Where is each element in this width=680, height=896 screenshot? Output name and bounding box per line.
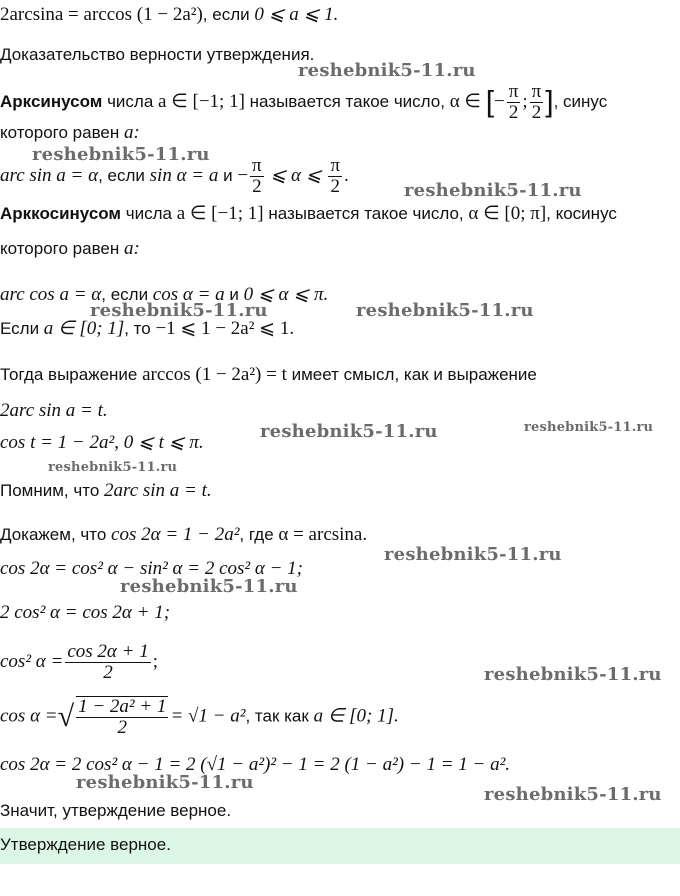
recall-expr: 2arc sin a = t. [104,480,212,501]
arcsin-text1: числа [102,91,159,111]
fraction-numerator: π [531,81,542,102]
eq5-end: ; [152,650,158,672]
watermark: reshebnik5-11.ru [484,664,662,685]
watermark: reshebnik5-11.ru [90,300,268,321]
fraction-numerator: π [330,155,341,176]
fraction-numerator: π [508,81,519,102]
watermark: reshebnik5-11.ru [356,300,534,321]
recall-line [0,480,212,502]
arcsin-if: , если [98,165,150,185]
arcsin-set: a ∈ [−1; 1] [158,90,245,112]
eq6-numerator: 1 − 2a² + 1 [78,696,167,717]
equation-3: cos 2α = cos² α − sin² α = 2 cos² α − 1; [0,558,303,579]
then-line [0,364,537,386]
alpha-range: ⩽ α ⩽ [265,164,327,186]
eq5-denominator: 2 [103,662,113,683]
eq6-denominator: 2 [117,717,128,738]
equation-1: 2arc sin a = t. [0,400,108,421]
arccos-text1: числа [121,204,177,223]
arcsin-text2: называется такое число, [244,91,450,111]
problem-equation: 2arcsina = arccos (1 − 2a²) [0,4,203,25]
equation-6 [0,696,399,738]
arcsin-lhs: arc sin a = α [0,164,99,186]
proof-heading: Доказательство верности утверждения. [0,45,315,64]
arccos-definition [0,203,617,225]
fraction-denominator: 2 [330,176,340,197]
watermark: reshebnik5-11.ru [120,576,298,597]
period: . [344,164,349,186]
pi-over-2-fraction [328,156,342,197]
prove-line [0,524,367,546]
arcsin-definition: Арксинусом числа a ∈ [−1; 1] называется такое число, α ∈ [− $\frac{\pi}{2}$ ; $\frac{\pi}{2}$ ], синус [0,81,608,123]
arcsin-alpha-in: α ∈ [449,90,481,112]
fraction-denominator: 2 [531,102,542,123]
equation-7: cos 2α = 2 cos² α − 1 = 2 (√1 − a²)² − 1 = 2 (1 − a²) − 1 = 1 − a². [0,754,511,775]
prove-expr2: α = arcsina. [278,524,368,545]
eq6-mid: = √1 − a² [170,705,246,727]
arcsin-term: Арксинусом [0,91,103,111]
arcsin-text4: которого равен [0,123,124,142]
minus-sign: − [494,90,505,112]
watermark: reshebnik5-11.ru [484,784,662,805]
eq6-lhs: cos α = [0,705,58,727]
eq6-cond: a ∈ [0; 1]. [313,705,399,727]
then-text2: имеет смысл, как и выражение [286,365,537,384]
minus-sign: − [237,164,249,186]
if-word: Если [0,319,44,338]
watermark: reshebnik5-11.ru [404,180,582,201]
arccos-if: , если [101,285,153,304]
arccos-alpha-in: α ∈ [0; π] [468,203,547,224]
arccos-and: и [224,285,244,304]
pi-over-2-fraction [530,82,544,123]
arcsin-text3: , синус [553,91,608,111]
arcsin-a: a: [124,122,140,143]
answer-box [0,828,680,864]
arccos-term: Арккосинусом [0,204,122,223]
watermark: reshebnik5-11.ru [260,421,438,442]
eq6-text: , так как [245,706,314,726]
arcsin-and: и [218,165,238,185]
problem-condition: 0 ⩽ a ⩽ 1. [254,4,339,25]
left-bracket: [ [485,85,495,119]
watermark: reshebnik5-11.ru [76,772,254,793]
prove-text2: , где [239,525,279,544]
recall-text: Помним, что [0,481,105,500]
watermark: reshebnik5-11.ru [524,420,654,435]
eq5-numerator: cos 2α + 1 [67,641,149,662]
arccos-text2: называется такое число, [263,204,469,223]
answer-text: Утверждение верное. [0,835,171,854]
equation-4: 2 cos² α = cos 2α + 1; [0,602,171,623]
arcsin-definition-cont [0,122,140,144]
eq6-fraction [76,696,168,738]
watermark: reshebnik5-11.ru [48,460,178,475]
then-word: , то [124,319,156,338]
arccos-range: 0 ⩽ α ⩽ π. [243,284,329,305]
fraction-denominator: 2 [508,102,519,123]
arccos-text4: которого равен [0,239,124,258]
then-text1: Тогда выражение [0,365,143,384]
problem-if-word: , если [202,5,255,24]
arccos-definition-cont [0,238,140,260]
if-line [0,318,294,340]
then-expr: arccos (1 − 2a²) = t [142,364,287,385]
fraction-numerator: π [252,155,262,176]
arccos-text3: , косинус [546,204,617,223]
eq5-lhs: cos² α = [0,650,64,672]
prove-text1: Докажем, что [0,525,112,544]
right-bracket: ] [545,85,554,119]
if-result: −1 ⩽ 1 − 2a² ⩽ 1. [155,318,295,339]
arcsin-cond: sin α = a [149,164,219,186]
problem-line [0,4,338,26]
sqrt-icon: √ [57,700,75,733]
equation-5 [0,642,158,683]
fraction-denominator: 2 [252,176,262,197]
arccos-lhs: arc cos a = α [0,284,102,305]
arccos-a: a: [124,238,140,259]
pi-over-2-fraction [507,82,521,123]
conclusion: Значит, утверждение верное. [0,801,232,820]
watermark: reshebnik5-11.ru [384,544,562,565]
eq5-fraction [65,642,150,683]
equation-2: cos t = 1 − 2a², 0 ⩽ t ⩽ π. [0,432,204,453]
if-cond: a ∈ [0; 1] [43,318,125,339]
arccos-cond: cos α = a [152,284,225,305]
prove-expr: cos 2α = 1 − 2a² [111,524,240,545]
arccos-set: a ∈ [−1; 1] [176,203,264,224]
watermark: reshebnik5-11.ru [298,60,476,81]
watermark: reshebnik5-11.ru [32,144,210,165]
pi-over-2-fraction [250,156,264,197]
